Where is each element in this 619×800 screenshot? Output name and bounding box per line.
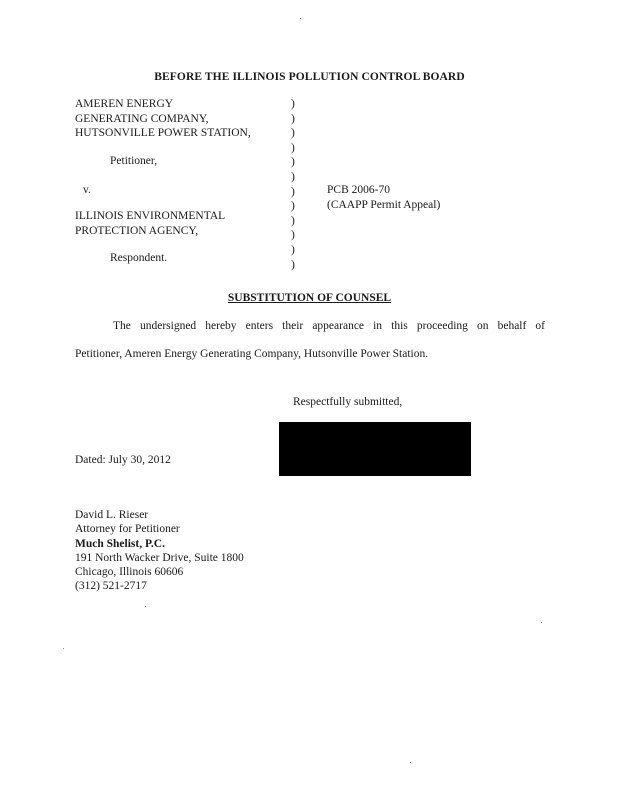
respondent-label: Respondent.: [110, 252, 168, 264]
case-info: [327, 183, 440, 212]
address-line2: Chicago, Illinois 60606: [75, 566, 184, 579]
paren: ): [291, 258, 295, 271]
signature-block: [75, 508, 244, 594]
scan-speck: [300, 18, 301, 19]
redacted-signature: [279, 422, 471, 476]
paren: ): [291, 200, 295, 213]
respondent-block: [75, 209, 225, 238]
address-line1: 191 North Wacker Drive, Suite 1800: [75, 551, 244, 564]
scan-speck: [410, 762, 411, 763]
petitioner-label: Petitioner,: [110, 155, 158, 167]
caption-divider: [291, 97, 301, 272]
firm-name: Much Shelist, P.C.: [75, 537, 165, 550]
paren: ): [291, 112, 295, 125]
respondent-line: PROTECTION AGENCY,: [75, 224, 199, 237]
paren: ): [291, 141, 295, 154]
paren: ): [291, 98, 295, 110]
paren: ): [291, 243, 295, 256]
case-type: (CAAPP Permit Appeal): [327, 198, 441, 211]
closing-text: Respectfully submitted,: [293, 396, 403, 408]
paren: ): [291, 185, 295, 198]
respondent-line: ILLINOIS ENVIRONMENTAL: [75, 210, 226, 222]
body-paragraph-line2: Petitioner, Ameren Energy Generating Company, Hutsonville Power Station.: [75, 348, 429, 360]
paren: ): [291, 214, 295, 227]
scan-speck: [541, 622, 542, 623]
petitioner-line: GENERATING COMPANY,: [75, 112, 209, 125]
petitioner-block: [75, 97, 251, 141]
scan-speck: [145, 606, 146, 607]
attorney-role: Attorney for Petitioner: [75, 523, 180, 536]
document-heading: SUBSTITUTION OF COUNSEL: [227, 292, 392, 304]
dated-line: Dated: July 30, 2012: [75, 454, 171, 466]
attorney-name: David L. Rieser: [75, 509, 149, 521]
case-number: PCB 2006-70: [327, 184, 390, 196]
paren: ): [291, 229, 295, 242]
phone-number: (312) 521-2717: [75, 580, 147, 593]
paren: ): [291, 156, 295, 169]
petitioner-line: HUTSONVILLE POWER STATION,: [75, 127, 251, 140]
court-title: BEFORE THE ILLINOIS POLLUTION CONTROL BOARD: [154, 71, 465, 83]
paren: ): [291, 170, 295, 183]
versus-label: v.: [83, 184, 91, 196]
scan-speck: [63, 648, 64, 649]
body-paragraph-line1: The undersigned hereby enters their appearance in this proceeding on behalf of: [113, 320, 545, 332]
paren: ): [291, 127, 295, 140]
petitioner-line: AMEREN ENERGY: [75, 98, 174, 110]
